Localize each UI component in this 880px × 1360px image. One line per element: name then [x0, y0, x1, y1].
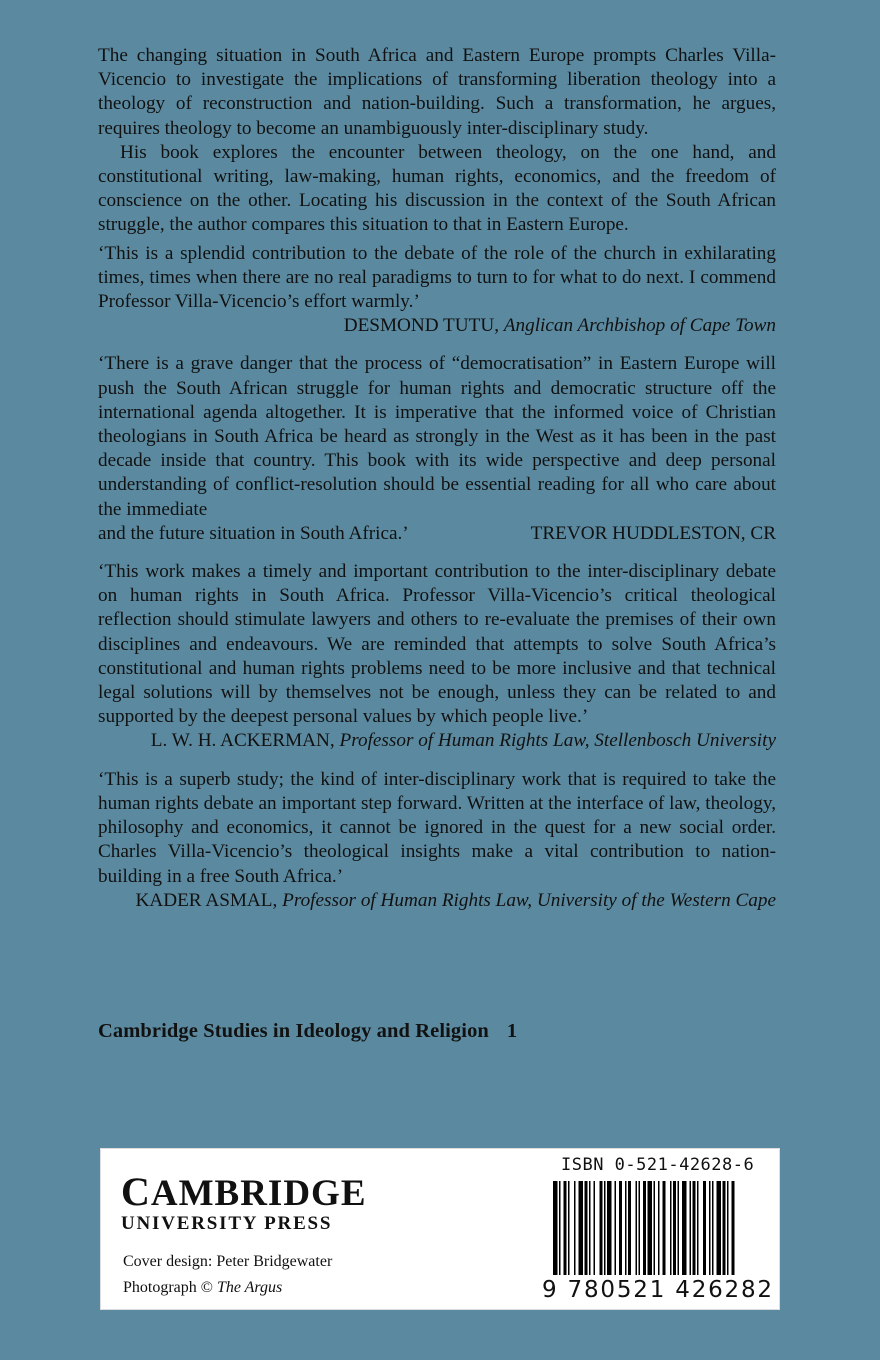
barcode-bar [712, 1181, 714, 1275]
review-huddleston [98, 352, 776, 546]
review-ackerman [98, 560, 776, 754]
reviewer-role: Anglican Archbishop of Cape Town [503, 315, 776, 337]
barcode-bar [639, 1181, 641, 1275]
barcode-bar [625, 1181, 627, 1275]
barcode-bar [673, 1181, 676, 1275]
barcode-bar [594, 1181, 596, 1275]
barcode-bar [670, 1181, 672, 1275]
barcode-bar [648, 1181, 653, 1275]
barcode-bar [615, 1181, 617, 1275]
barcode [553, 1181, 775, 1275]
barcode-bar [589, 1181, 591, 1275]
barcode-bar [607, 1181, 612, 1275]
barcode-bar [727, 1181, 729, 1275]
review-text: ‘There is a grave danger that the process of “democratisation” in Eastern Europe will push the South African struggle for human rights and democratic structure off the international agenda altogether. It is imperative that the informed voice of Christian theologians in South Africa be heard as strongly in the West as it has been in the past decade inside that country. This book with its wide perspective and deep personal understanding of conflict-resolution should be essential reading for all who care about the immediate [98, 353, 776, 520]
intro-paragraph-1: The changing situation in South Africa and Eastern Europe prompts Charles Villa-Vicencio to investigate the implications of transforming liberation theology into a theology of reconstruction and nation-building. Such a transformation, he argues, requires theology to become an unambiguously inter-disciplinary study. [98, 45, 776, 139]
series-title [98, 1020, 517, 1043]
barcode-bar [678, 1181, 680, 1275]
barcode-bar [604, 1181, 606, 1275]
barcode-bar [628, 1181, 631, 1275]
reviewer-name: KADER ASMAL, [135, 889, 278, 911]
reviewer-name: L. W. H. ACKERMAN, [150, 730, 335, 752]
cover-design-credit: Cover design: Peter Bridgewater [123, 1253, 333, 1270]
review-attribution [98, 889, 776, 913]
review-text: ‘This is a superb study; the kind of inter-disciplinary work that is required to take the human rights debate an important step forward. Written at the interface of law, theology, philosophy and economics, it cannot be ignored in the quest for a new social order. Charles Villa-Vicencio’s theological insights make a vital contribution to nation-building in a free South Africa.’ [98, 768, 776, 887]
series-name: Cambridge Studies in Ideology and Religion [98, 1020, 489, 1042]
review-text: ‘This work makes a timely and important contribution to the inter-disciplinary debate on human rights in South Africa. Professor Villa-Vicencio’s critical theological reflection should stimulate lawyers and others to re-evaluate the premises of their own disciplines and endeavours. We are reminded that attempts to solve South Africa’s constitutional and human rights problems need to be more inclusive and that technical legal solutions will by themselves not be enough, unless they can be related to and supported by the deepest personal values by which people live.’ [98, 561, 776, 728]
isbn-label: ISBN 0-521-42628-6 [561, 1155, 755, 1175]
barcode-bar [658, 1181, 660, 1275]
barcode-bar [654, 1181, 656, 1275]
publisher-logo-subtitle: UNIVERSITY PRESS [121, 1213, 333, 1234]
series-number: 1 [506, 1020, 518, 1042]
barcode-bar [600, 1181, 603, 1275]
reviewer-role: Professor of Human Rights Law, University of the Western Cape [282, 889, 776, 911]
review-last-line [98, 522, 776, 546]
barcode-bar [636, 1181, 638, 1275]
barcode-bar [709, 1181, 711, 1275]
review-attribution [98, 729, 776, 753]
publisher-logo: CAMBRIDGE [121, 1169, 367, 1214]
barcode-bar [693, 1181, 696, 1275]
barcode-bar [723, 1181, 726, 1275]
barcode-bar [690, 1181, 692, 1275]
intro-paragraph-2: His book explores the encounter between theology, on the one hand, and constitutional writing, law-making, human rights, economics, and the freedom of conscience on the other. Locating his discussion in the context of the South African struggle, the author compares this situation to that in Eastern Europe. [98, 141, 776, 236]
review-attribution [98, 314, 776, 338]
barcode-bar [732, 1181, 735, 1275]
reviewer-name: TREVOR HUDDLESTON, CR [530, 522, 776, 544]
barcode-bar [568, 1181, 570, 1275]
barcode-bar [682, 1181, 687, 1275]
review-text: ‘This is a splendid contribution to the debate of the role of the church in exhilarating times, times when there are no real paradigms to turn to for what to do next. I commend Professor Villa-Vicencio’s effort warmly.’ [98, 242, 776, 313]
publisher-panel [100, 1148, 780, 1310]
barcode-bar [697, 1181, 699, 1275]
blurb [98, 44, 776, 913]
barcode-bar [559, 1181, 561, 1275]
barcode-bar [703, 1181, 706, 1275]
barcode-number: 9 780521 426282 [542, 1277, 774, 1303]
barcode-bar [564, 1181, 567, 1275]
barcode-bar [553, 1181, 558, 1275]
review-asmal [98, 768, 776, 913]
review-text-end: and the future situation in South Africa.’ [98, 522, 409, 544]
review-tutu [98, 242, 776, 339]
barcode-bar [619, 1181, 622, 1275]
photograph-credit: Photograph © The Argus [123, 1279, 283, 1296]
reviewer-role: Professor of Human Rights Law, Stellenbosch University [339, 730, 776, 752]
barcode-bar [643, 1181, 646, 1275]
barcode-bar [579, 1181, 584, 1275]
barcode-bar [663, 1181, 666, 1275]
reviewer-name: DESMOND TUTU, [343, 315, 499, 337]
barcode-bar [717, 1181, 722, 1275]
barcode-bar [585, 1181, 588, 1275]
barcode-bar [574, 1181, 576, 1275]
